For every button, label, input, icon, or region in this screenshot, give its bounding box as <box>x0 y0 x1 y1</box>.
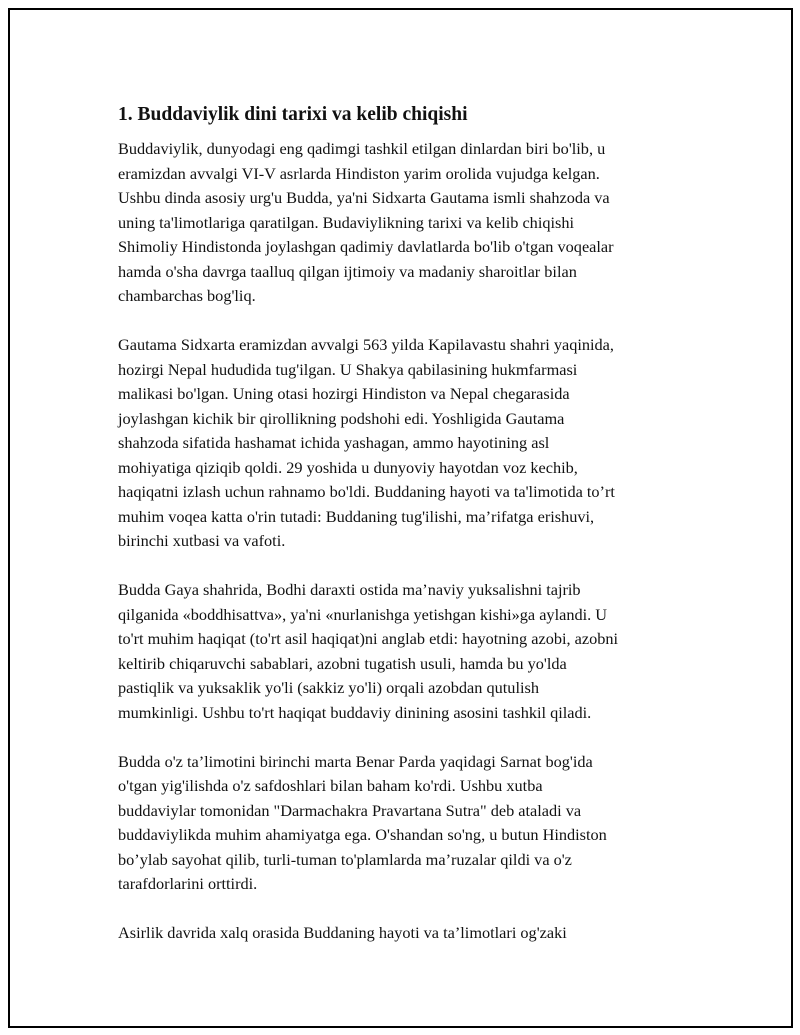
paragraph-1 <box>118 137 698 309</box>
paragraph-4 <box>118 750 698 897</box>
text-line: muhim voqea katta o'rin tutadi: Buddaning tug'ilishi, ma’rifatga erishuvi, <box>118 506 595 526</box>
text-line: birinchi xutbasi va vafoti. <box>118 531 286 550</box>
document-page <box>8 8 793 1028</box>
text-line: Budda o'z ta’limotini birinchi marta Benar Parda yaqidagi Sarnat bog'ida <box>118 751 593 771</box>
text-line: Asirlik davrida xalq orasida Buddaning hayoti va ta’limotlari og'zaki <box>118 923 567 942</box>
paragraph-5 <box>118 921 698 946</box>
text-line: haqiqatni izlash uchun rahnamo bo'ldi. Buddaning hayoti va ta'limotida to’rt <box>118 482 615 501</box>
text-line: hamda o'sha davrga taalluq qilgan ijtimoiy va madaniy sharoitlar bilan <box>118 261 577 281</box>
text-line: o'tgan yig'ilishda o'z safdoshlari bilan baham ko'rdi. Ushbu xutba <box>118 776 543 795</box>
text-line: eramizdan avvalgi VI-V asrlarda Hindiston yarim orolida vujudga kelgan. <box>118 163 600 183</box>
text-line: bo’ylab sayohat qilib, turli-tuman to'plamlarda ma’ruzalar qildi va o'z <box>118 849 572 869</box>
text-line: hozirgi Nepal hududida tug'ilgan. U Shakya qabilasining hukmfarmasi <box>118 359 578 379</box>
text-line: Shimoliy Hindistonda joylashgan qadimiy davlatlarda bo'lib o'tgan voqealar <box>118 237 614 256</box>
text-line: Budda Gaya shahrida, Bodhi daraxti ostida ma’naviy yuksalishni tajrib <box>118 580 581 599</box>
section-heading: 1. Buddaviylik dini tarixi va kelib chiqishi <box>118 104 468 125</box>
text-line: mohiyatiga qiziqib qoldi. 29 yoshida u dunyoviy hayotdan voz kechib, <box>118 457 578 477</box>
text-line: joylashgan kichik bir qirollikning podshohi edi. Yoshligida Gautama <box>118 408 565 428</box>
text-line: mumkinligi. Ushbu to'rt haqiqat buddaviy dinining asosini tashkil qiladi. <box>118 702 592 722</box>
text-line: tarafdorlarini orttirdi. <box>118 874 258 893</box>
text-line: qilganida «boddhisattva», ya'ni «nurlanishga yetishgan kishi»ga aylandi. U <box>118 604 608 624</box>
text-line: buddaviylikda muhim ahamiyatga ega. O'shandan so'ng, u butun Hindiston <box>118 825 607 844</box>
document-body <box>118 102 698 970</box>
text-line: to'rt muhim haqiqat (to'rt asil haqiqat)ni anglab etdi: hayotning azobi, azobni <box>118 629 619 648</box>
text-line: keltirib chiqaruvchi sabablari, azobni tugatish usuli, hamda bu yo'lda <box>118 653 567 673</box>
paragraph-2 <box>118 333 698 554</box>
text-line: shahzoda sifatida hashamat ichida yashagan, ammo hayotining asl <box>118 433 550 452</box>
text-line: buddaviylar tomonidan "Darmachakra Pravartana Sutra" deb ataladi va <box>118 800 582 820</box>
text-line: malikasi bo'lgan. Uning otasi hozirgi Hindiston va Nepal chegarasida <box>118 384 570 403</box>
text-line: Gautama Sidxarta eramizdan avvalgi 563 yilda Kapilavastu shahri yaqinida, <box>118 335 614 354</box>
text-line: chambarchas bog'liq. <box>118 286 256 305</box>
text-line: Ushbu dinda asosiy urg'u Budda, ya'ni Sidxarta Gautama ismli shahzoda va <box>118 188 610 207</box>
text-line: Buddaviylik, dunyodagi eng qadimgi tashkil etilgan dinlardan biri bo'lib, u <box>118 139 606 158</box>
paragraph-3 <box>118 578 698 725</box>
text-line: uning ta'limotlariga qaratilgan. Budaviylikning tarixi va kelib chiqishi <box>118 212 575 232</box>
text-line: pastiqlik va yuksaklik yo'li (sakkiz yo'li) orqali azobdan qutulish <box>118 678 539 697</box>
